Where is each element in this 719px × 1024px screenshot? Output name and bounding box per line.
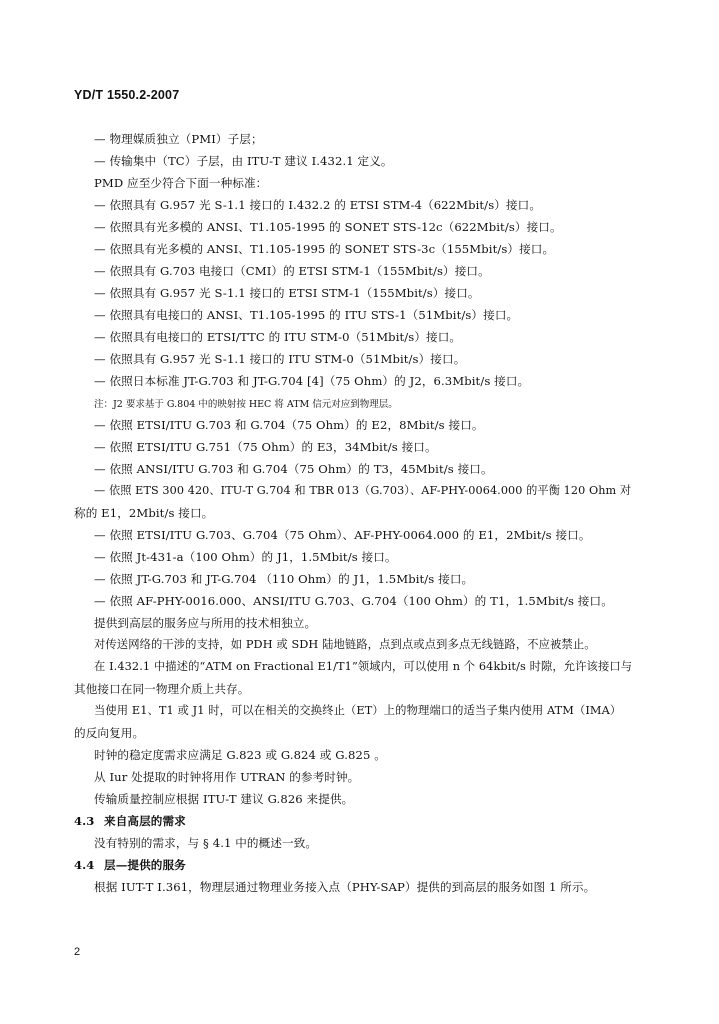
paragraph: 对传送网络的干涉的支持，如 PDH 或 SDH 陆地链路，点到点或点到多点无线链路，不应被禁止。	[94, 638, 596, 651]
page-number: 2	[74, 946, 81, 958]
list-item: — 依照 ETSI/ITU G.751（75 Ohm）的 E3，34Mbit/s 接口。	[94, 440, 437, 454]
paragraph: 根据 IUT-T I.361，物理层通过物理业务接入点（PHY-SAP）提供的到高层的服务如图 1 所示。	[94, 880, 596, 894]
list-item: — 依照具有 G.957 光 S-1.1 接口的 I.432.2 的 ETSI STM-4（622Mbit/s）接口。	[94, 198, 542, 212]
paragraph: 从 Iur 处提取的时钟将用作 UTRAN 的参考时钟。	[94, 770, 360, 784]
list-item: — 传输集中（TC）子层，由 ITU-T 建议 I.432.1 定义。	[94, 154, 393, 168]
list-item: — 依照 AF-PHY-0016.000、ANSI/ITU G.703、G.704（100 Ohm）的 T1，1.5Mbit/s 接口。	[94, 594, 613, 608]
list-item: — 依照具有电接口的 ETSI/TTC 的 ITU STM-0（51Mbit/s）接口。	[94, 330, 462, 344]
list-item: — 依照 ETS 300 420、ITU-T G.704 和 TBR 013（G.703）、AF-PHY-0064.000 的平衡 120 Ohm 对	[94, 484, 632, 497]
section-heading	[74, 814, 186, 828]
list-item: — 物理媒质独立（PMI）子层；	[94, 132, 263, 146]
paragraph: 传输质量控制应根据 ITU-T 建议 G.826 来提供。	[94, 792, 354, 806]
paragraph: 当使用 E1、T1 或 J1 时，可以在相关的交换终止（ET）上的物理端口的适当子集内使用 ATM（IMA）	[94, 704, 622, 717]
list-item: — 依照 Jt-431-a（100 Ohm）的 J1，1.5Mbit/s 接口。	[94, 550, 397, 564]
list-item: — 依照具有光多模的 ANSI、T1.105-1995 的 SONET STS-3c（155Mbit/s）接口。	[94, 242, 555, 256]
section-title: 层—提供的服务	[104, 858, 186, 872]
paragraph: 没有特别的需求，与 § 4.1 中的概述一致。	[94, 836, 318, 850]
paragraph-continuation: 其他接口在同一物理介质上共存。	[74, 682, 250, 696]
list-item: — 依照 ETSI/ITU G.703 和 G.704（75 Ohm）的 E2，8Mbit/s 接口。	[94, 418, 484, 432]
paragraph: 在 I.432.1 中描述的“ATM on Fractional E1/T1”领域内，可以使用 n 个 64kbit/s 时隙，允许该接口与	[94, 660, 633, 673]
list-item: — 依照具有光多模的 ANSI、T1.105-1995 的 SONET STS-12c（622Mbit/s）接口。	[94, 220, 562, 234]
list-item: — 依照 ETSI/ITU G.703、G.704（75 Ohm）、AF-PHY-0064.000 的 E1，2Mbit/s 接口。	[94, 528, 591, 542]
list-item: — 依照具有 G.957 光 S-1.1 接口的 ETSI STM-1（155Mbit/s）接口。	[94, 286, 480, 300]
section-number: 4.4	[74, 858, 95, 872]
paragraph: 时钟的稳定度需求应满足 G.823 或 G.824 或 G.825 。	[94, 748, 386, 762]
section-title: 来自高层的需求	[104, 814, 186, 828]
note: 注：J2 要求基于 G.804 中的映射按 HEC 将 ATM 信元对应到物理层。	[94, 399, 398, 410]
list-item-continuation: 称的 E1，2Mbit/s 接口。	[74, 506, 214, 520]
section-number: 4.3	[74, 814, 95, 828]
document-header-id: YD/T 1550.2-2007	[74, 88, 180, 102]
paragraph: 提供到高层的服务应与所用的技术相独立。	[94, 616, 317, 630]
list-item: — 依照具有电接口的 ANSI、T1.105-1995 的 ITU STS-1（51Mbit/s）接口。	[94, 308, 519, 322]
paragraph: PMD 应至少符合下面一种标准：	[94, 176, 268, 190]
list-item: — 依照 ANSI/ITU G.703 和 G.704（75 Ohm）的 T3，45Mbit/s 接口。	[94, 462, 493, 476]
list-item: — 依照具有 G.703 电接口（CMI）的 ETSI STM-1（155Mbit/s）接口。	[94, 264, 490, 278]
section-heading	[74, 858, 186, 872]
paragraph-continuation: 的反向复用。	[74, 726, 145, 740]
list-item: — 依照具有 G.957 光 S-1.1 接口的 ITU STM-0（51Mbit/s）接口。	[94, 352, 466, 366]
list-item: — 依照日本标准 JT-G.703 和 JT-G.704 [4]（75 Ohm）的 J2，6.3Mbit/s 接口。	[94, 374, 530, 388]
list-item: — 依照 JT-G.703 和 JT-G.704 （110 Ohm）的 J1，1.5Mbit/s 接口。	[94, 572, 474, 586]
